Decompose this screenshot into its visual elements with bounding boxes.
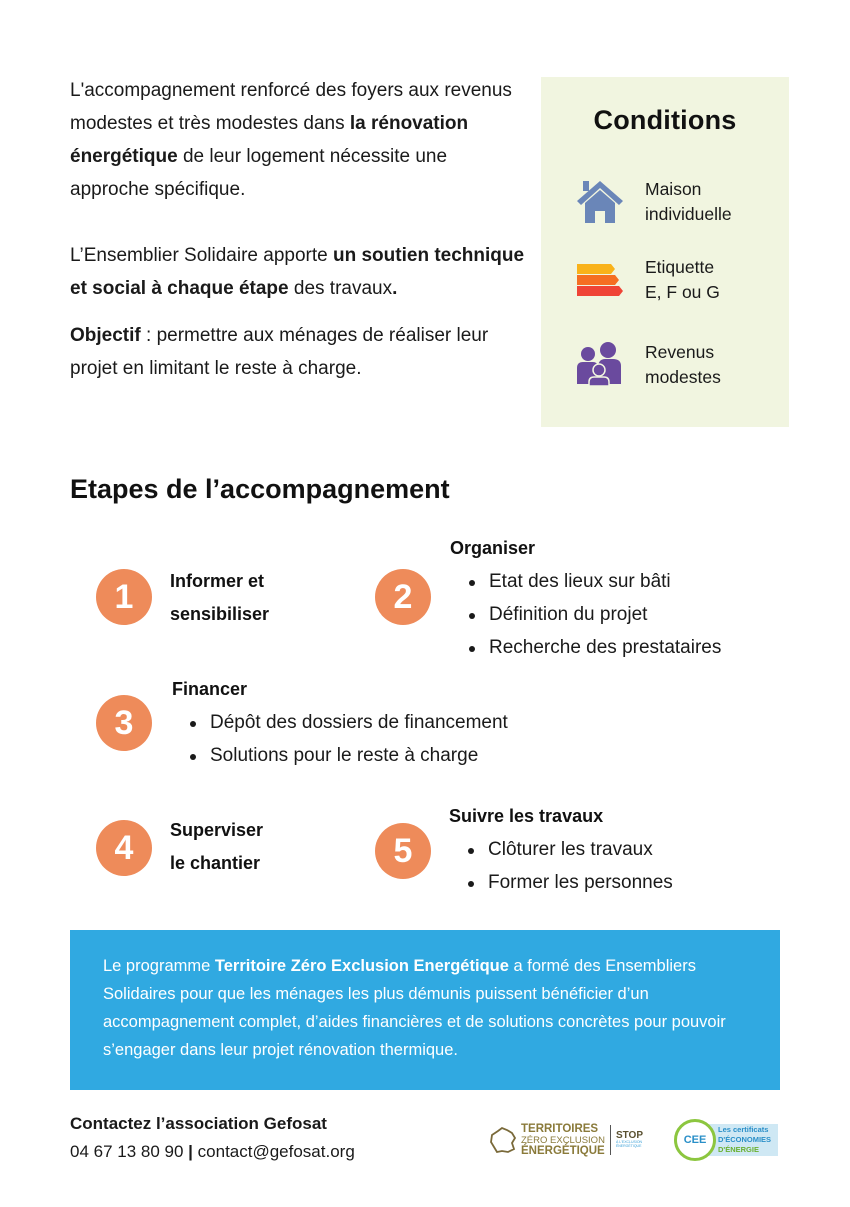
step-title: Informer et sensibiliser — [170, 571, 270, 624]
condition-income-line1: Revenus — [645, 342, 715, 362]
family-icon — [575, 340, 625, 390]
conditions-panel — [541, 77, 789, 427]
condition-house-line1: Maison — [645, 179, 702, 199]
steps-title: Etapes de l’accompagnement — [70, 474, 450, 504]
condition-label-line1: Etiquette — [645, 257, 715, 277]
tzee-line3: ÉNERGÉTIQUE — [521, 1144, 605, 1157]
step-number-badge: 4 — [96, 820, 152, 876]
logo-divider — [610, 1125, 611, 1155]
house-icon — [575, 177, 625, 227]
step-title: Organiser — [450, 538, 536, 558]
energy-label-icon — [575, 255, 625, 305]
contact-phone[interactable]: 04 67 13 80 90 — [70, 1142, 184, 1161]
contact-email[interactable]: contact@gefosat.org — [197, 1142, 355, 1161]
step-bullet: Définition du projet — [466, 598, 721, 631]
condition-house-line2: individuelle — [645, 204, 732, 224]
step-bullet: Recherche des prestataires — [466, 631, 721, 664]
step-bullet: Former les personnes — [465, 866, 673, 899]
cee-badge: CEE — [674, 1119, 716, 1161]
step-number-badge: 2 — [375, 569, 431, 625]
cee-logo — [674, 1118, 780, 1162]
cee-line1: Les certificats — [718, 1125, 769, 1134]
tzee-line2: ZÉRO EXCLUSION — [521, 1134, 605, 1146]
contact-title: Contactez l’association Gefosat — [70, 1114, 327, 1133]
step-bullet: Clôturer les travaux — [465, 833, 673, 866]
stop-logo-subtext: À L'EXCLUSION ÉNERGÉTIQUE — [615, 1140, 643, 1148]
step-bullet: Solutions pour le reste à charge — [187, 739, 508, 772]
condition-house — [575, 177, 785, 227]
program-banner-text: Le programme Territoire Zéro Exclusion Energétique a formé des Ensembliers Solidaires pour que les ménages les plus démunis puissent bénéficier d’un accompagnement complet, d’aides financières et de solutions concrètes pour pouvoir s’engager dans leur projet rénovation thermique. — [103, 957, 726, 1059]
cee-line2: D'ÉCONOMIES — [718, 1135, 772, 1144]
program-banner — [70, 930, 780, 1090]
contact-details: 04 67 13 80 90 | contact@gefosat.org — [70, 1142, 355, 1161]
stop-logo-text: STOP — [615, 1130, 643, 1141]
step-bullets — [465, 833, 673, 899]
tzee-line1: TERRITOIRES — [521, 1122, 599, 1135]
condition-income — [575, 340, 785, 390]
intro-text — [70, 74, 530, 385]
condition-label-line2: E, F ou G — [645, 282, 720, 302]
step-bullet: Dépôt des dossiers de financement — [187, 706, 508, 739]
step-title: Financer — [172, 679, 248, 699]
contact-block — [70, 1110, 355, 1166]
cee-line3: D'ÉNERGIE — [718, 1145, 759, 1154]
step-bullets — [466, 565, 721, 664]
condition-energy-label — [575, 255, 785, 305]
step-bullet: Etat des lieux sur bâti — [466, 565, 721, 598]
condition-income-line2: modestes — [645, 367, 721, 387]
step-title: Suivre les travaux — [449, 806, 604, 826]
france-map-icon — [488, 1125, 518, 1155]
conditions-title: Conditions — [593, 105, 737, 135]
step-number-badge: 3 — [96, 695, 152, 751]
tzee-logo — [488, 1120, 648, 1160]
step-number-badge: 1 — [96, 569, 152, 625]
intro-paragraph-2: L’Ensemblier Solidaire apporte un soutien technique et social à chaque étape des travaux. — [70, 245, 525, 299]
intro-paragraph-1: L'accompagnement renforcé des foyers aux revenus modestes et très modestes dans la rénovation énergétique de leur logement nécessite une approche spécifique. — [70, 80, 512, 200]
step-bullets — [187, 706, 508, 772]
objective-paragraph: Objectif : permettre aux ménages de réaliser leur projet en limitant le reste à charge. — [70, 325, 489, 379]
step-title: Superviser le chantier — [170, 820, 264, 873]
step-number-badge: 5 — [375, 823, 431, 879]
